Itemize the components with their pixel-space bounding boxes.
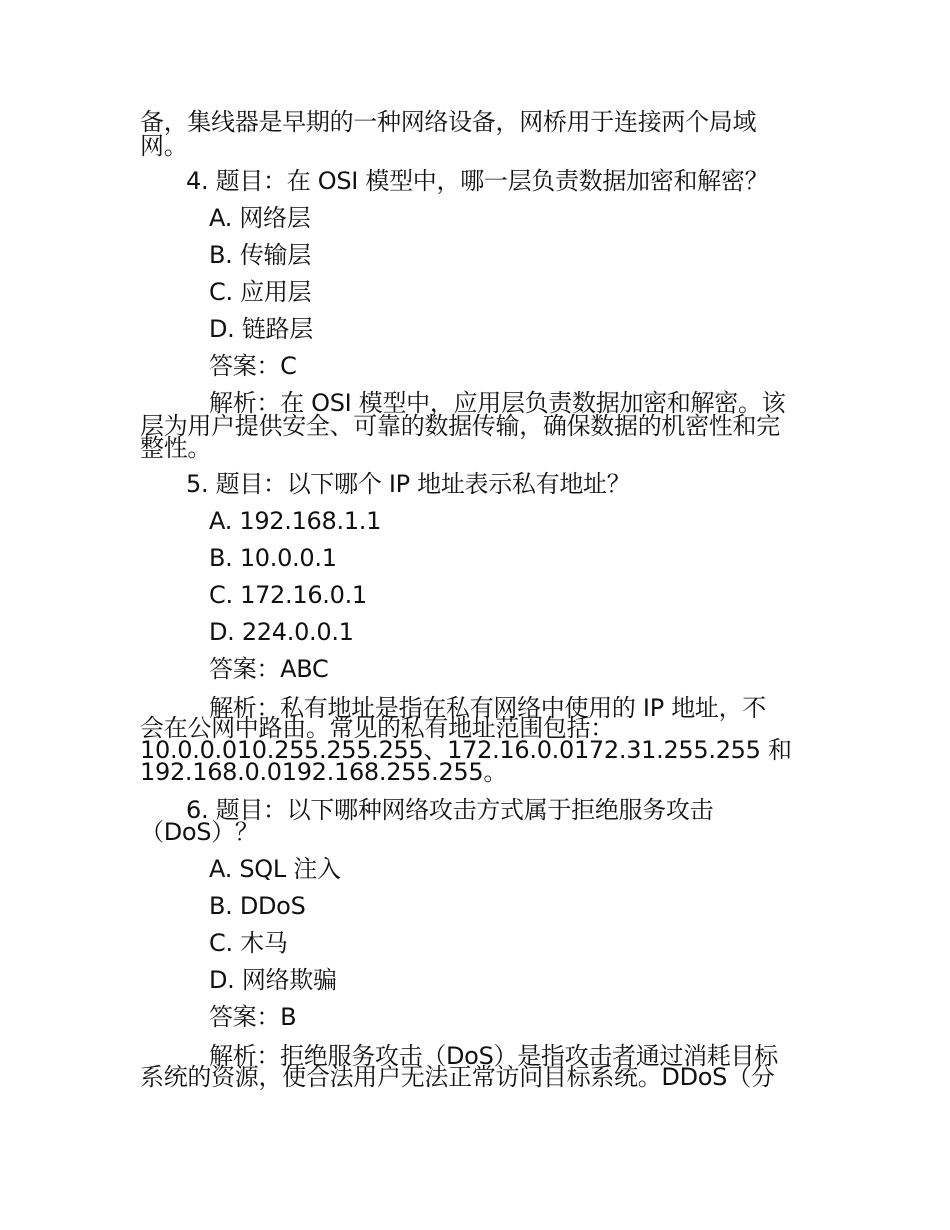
- question-4-option-c: C. 应用层: [209, 278, 312, 306]
- question-4-analysis-line-2: 层为用户提供安全、可靠的数据传输，确保数据的机密性和完: [140, 412, 780, 440]
- intro-line-2: 网。: [140, 132, 188, 160]
- question-6-answer: 答案：B: [209, 1003, 297, 1031]
- question-5-analysis-line-4: 192.168.0.0192.168.255.255。: [140, 758, 508, 786]
- question-6-title-line-2: （DoS）？: [140, 818, 259, 846]
- question-6-option-a: A. SQL 注入: [209, 855, 341, 883]
- question-5-title: 5. 题目：以下哪个 IP 地址表示私有地址？: [186, 470, 631, 498]
- question-6-analysis-line-1: 解析：拒绝服务攻击（DoS）是指攻击者通过消耗目标: [209, 1042, 778, 1070]
- question-4-answer: 答案：C: [209, 352, 297, 380]
- question-6-title-line-1: 6. 题目：以下哪种网络攻击方式属于拒绝服务攻击: [186, 796, 714, 824]
- question-5-option-a: A. 192.168.1.1: [209, 507, 382, 535]
- question-5-analysis-line-3: 10.0.0.010.255.255.255、172.16.0.0172.31.255.255 和: [140, 736, 792, 764]
- intro-line-1: 备，集线器是早期的一种网络设备，网桥用于连接两个局域: [140, 108, 757, 136]
- question-4-title: 4. 题目：在 OSI 模型中，哪一层负责数据加密和解密？: [186, 167, 769, 195]
- question-6-option-b: B. DDoS: [209, 892, 306, 920]
- question-6-option-c: C. 木马: [209, 929, 288, 957]
- question-4-analysis-line-1: 解析：在 OSI 模型中，应用层负责数据加密和解密。该: [209, 389, 786, 417]
- question-4-option-a: A. 网络层: [209, 204, 311, 232]
- question-4-analysis-line-3: 整性。: [140, 434, 212, 462]
- question-5-option-d: D. 224.0.0.1: [209, 618, 354, 646]
- question-5-analysis-line-1: 解析：私有地址是指在私有网络中使用的 IP 地址，不: [209, 694, 767, 722]
- question-5-option-b: B. 10.0.0.1: [209, 544, 337, 572]
- question-4-option-d: D. 链路层: [209, 315, 313, 343]
- question-4-option-b: B. 传输层: [209, 241, 311, 269]
- question-5-analysis-line-2: 会在公网中路由。常见的私有地址范围包括：: [140, 714, 614, 742]
- question-6-analysis-line-2: 系统的资源，使合法用户无法正常访问目标系统。DDoS（分: [140, 1063, 775, 1091]
- question-5-answer: 答案：ABC: [209, 655, 329, 683]
- question-6-option-d: D. 网络欺骗: [209, 966, 337, 994]
- question-5-option-c: C. 172.16.0.1: [209, 581, 367, 609]
